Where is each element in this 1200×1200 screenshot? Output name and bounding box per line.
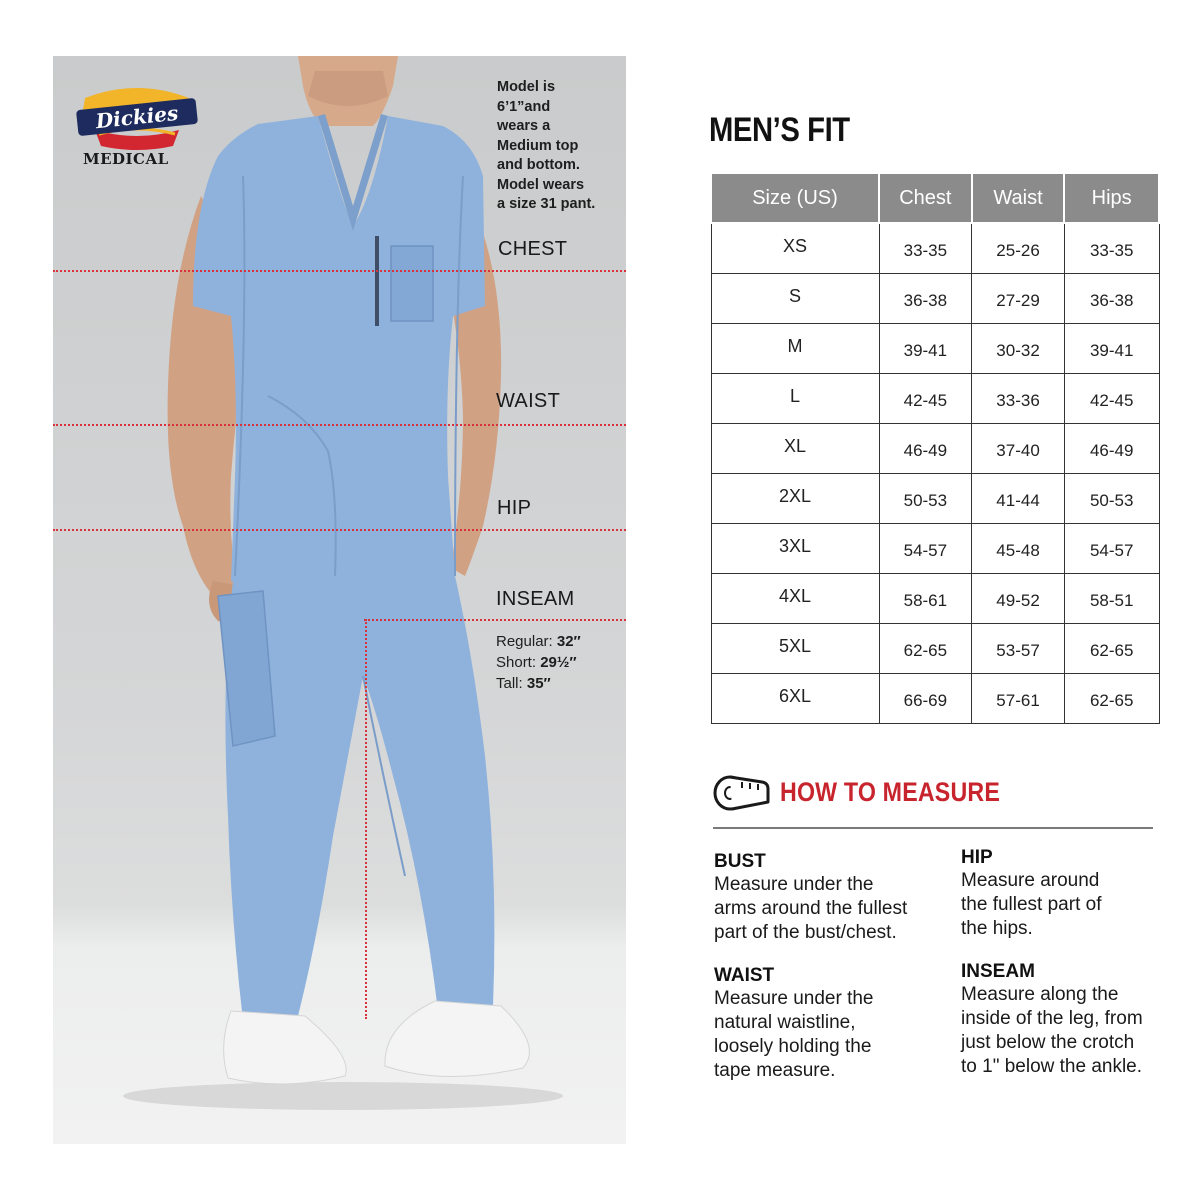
table-header-row bbox=[711, 173, 1159, 223]
inseam-option-short bbox=[496, 652, 581, 673]
measure-text-line: Measure around bbox=[961, 870, 1100, 891]
waist-cell: 57-61 bbox=[972, 673, 1065, 723]
logo-subtext: MEDICAL bbox=[83, 150, 169, 168]
inseam-option-tall bbox=[496, 673, 581, 694]
inseam-label: INSEAM bbox=[496, 588, 575, 610]
waist-cell: 33-36 bbox=[972, 373, 1065, 423]
measure-heading: HIP bbox=[961, 847, 993, 868]
hips-cell: 33-35 bbox=[1064, 223, 1159, 273]
chest-cell: 66-69 bbox=[879, 673, 972, 723]
measure-text-line: arms around the fullest bbox=[714, 898, 908, 919]
model-note-line: and bottom. bbox=[497, 157, 580, 173]
waist-label: WAIST bbox=[496, 390, 561, 412]
waist-cell: 49-52 bbox=[972, 573, 1065, 623]
model-note-line: 6’1”and bbox=[497, 98, 551, 115]
chest-cell: 62-65 bbox=[879, 623, 972, 673]
measure-text-line: tape measure. bbox=[714, 1060, 836, 1081]
inseam-option-label: Tall: bbox=[496, 675, 523, 692]
inseam-guide-line-horizontal bbox=[364, 619, 626, 621]
model-note-line: Model wears bbox=[497, 176, 585, 193]
hips-cell: 58-51 bbox=[1064, 573, 1159, 623]
measure-text-line: the hips. bbox=[961, 918, 1033, 939]
size-cell: 5XL bbox=[711, 623, 879, 673]
hips-cell: 62-65 bbox=[1064, 623, 1159, 673]
hips-cell: 36-38 bbox=[1064, 273, 1159, 323]
chest-label: CHEST bbox=[498, 238, 568, 260]
hips-cell: 62-65 bbox=[1064, 673, 1159, 723]
chest-guide-line bbox=[53, 270, 626, 272]
waist-cell: 53-57 bbox=[972, 623, 1065, 673]
measure-text-line: loosely holding the bbox=[714, 1036, 872, 1057]
size-cell: 4XL bbox=[711, 573, 879, 623]
size-cell: XS bbox=[711, 223, 879, 273]
hips-cell: 39-41 bbox=[1064, 323, 1159, 373]
measure-text-line: Measure under the bbox=[714, 874, 874, 895]
waist-cell: 37-40 bbox=[972, 423, 1065, 473]
model-note-line: a size 31 pant. bbox=[497, 196, 596, 212]
how-to-measure-heading bbox=[712, 774, 1152, 812]
header-chest: Chest bbox=[879, 173, 972, 223]
table-row bbox=[711, 373, 1159, 423]
measure-bust bbox=[714, 851, 944, 945]
measure-text-line: Measure under the bbox=[714, 988, 874, 1009]
measure-heading: INSEAM bbox=[961, 961, 1035, 982]
size-cell: M bbox=[711, 323, 879, 373]
measure-heading: WAIST bbox=[714, 965, 775, 986]
size-cell: 6XL bbox=[711, 673, 879, 723]
dickies-logo bbox=[67, 84, 207, 150]
inseam-option-value: 29½″ bbox=[540, 654, 577, 671]
section-divider bbox=[713, 827, 1153, 829]
inseam-option-regular bbox=[496, 631, 581, 652]
measure-inseam bbox=[961, 961, 1171, 1079]
header-hips: Hips bbox=[1064, 173, 1159, 223]
inseam-option-value: 35″ bbox=[526, 675, 551, 692]
measure-waist bbox=[714, 965, 944, 1083]
header-size: Size (US) bbox=[711, 173, 879, 223]
table-row bbox=[711, 423, 1159, 473]
measure-text-line: natural waistline, bbox=[714, 1012, 856, 1033]
hips-cell: 50-53 bbox=[1064, 473, 1159, 523]
chest-cell: 42-45 bbox=[879, 373, 972, 423]
chest-cell: 33-35 bbox=[879, 223, 972, 273]
measure-heading: BUST bbox=[714, 851, 766, 872]
waist-cell: 45-48 bbox=[972, 523, 1065, 573]
how-to-measure-title: HOW TO MEASURE bbox=[780, 777, 1000, 807]
size-cell: 3XL bbox=[711, 523, 879, 573]
inseam-option-value: 32″ bbox=[556, 633, 581, 650]
hips-cell: 54-57 bbox=[1064, 523, 1159, 573]
hips-cell: 42-45 bbox=[1064, 373, 1159, 423]
hip-guide-line bbox=[53, 529, 626, 531]
table-row bbox=[711, 273, 1159, 323]
hips-cell: 46-49 bbox=[1064, 423, 1159, 473]
size-cell: 2XL bbox=[711, 473, 879, 523]
chest-cell: 39-41 bbox=[879, 323, 972, 373]
logo-wordmark: Dickies bbox=[94, 100, 180, 134]
model-note-line: Model is bbox=[497, 79, 556, 95]
table-row bbox=[711, 623, 1159, 673]
measure-text-line: just below the crotch bbox=[961, 1032, 1135, 1053]
measure-text-line: part of the bust/chest. bbox=[714, 922, 897, 943]
tape-measure-icon bbox=[712, 774, 770, 812]
chest-cell: 36-38 bbox=[879, 273, 972, 323]
model-photo-panel bbox=[53, 56, 626, 1144]
waist-guide-line bbox=[53, 424, 626, 426]
chest-cell: 54-57 bbox=[879, 523, 972, 573]
waist-cell: 25-26 bbox=[972, 223, 1065, 273]
table-row bbox=[711, 473, 1159, 523]
model-note-line: Medium top bbox=[497, 137, 579, 154]
measure-text-line: inside of the leg, from bbox=[961, 1008, 1143, 1029]
measure-text-line: to 1" below the ankle. bbox=[961, 1056, 1143, 1077]
model-note-line: wears a bbox=[497, 118, 551, 134]
hip-label: HIP bbox=[497, 497, 532, 519]
size-cell: S bbox=[711, 273, 879, 323]
measure-hip bbox=[961, 847, 1191, 941]
header-waist: Waist bbox=[972, 173, 1065, 223]
waist-cell: 41-44 bbox=[972, 473, 1065, 523]
table-row bbox=[711, 223, 1159, 273]
measure-text-line: the fullest part of bbox=[961, 894, 1102, 915]
inseam-option-label: Regular: bbox=[496, 633, 553, 650]
chest-cell: 58-61 bbox=[879, 573, 972, 623]
table-row bbox=[711, 573, 1159, 623]
inseam-options bbox=[496, 631, 581, 694]
page-title: MEN’S FIT bbox=[709, 111, 850, 149]
waist-cell: 30-32 bbox=[972, 323, 1065, 373]
size-cell: XL bbox=[711, 423, 879, 473]
inseam-guide-line-vertical bbox=[365, 619, 367, 1019]
size-cell: L bbox=[711, 373, 879, 423]
table-row bbox=[711, 673, 1159, 723]
table-row bbox=[711, 523, 1159, 573]
chest-cell: 46-49 bbox=[879, 423, 972, 473]
waist-cell: 27-29 bbox=[972, 273, 1065, 323]
model-size-note bbox=[497, 78, 622, 215]
measure-text-line: Measure along the bbox=[961, 984, 1119, 1005]
size-chart-table bbox=[710, 172, 1160, 724]
table-row bbox=[711, 323, 1159, 373]
inseam-option-label: Short: bbox=[496, 654, 537, 671]
chest-cell: 50-53 bbox=[879, 473, 972, 523]
